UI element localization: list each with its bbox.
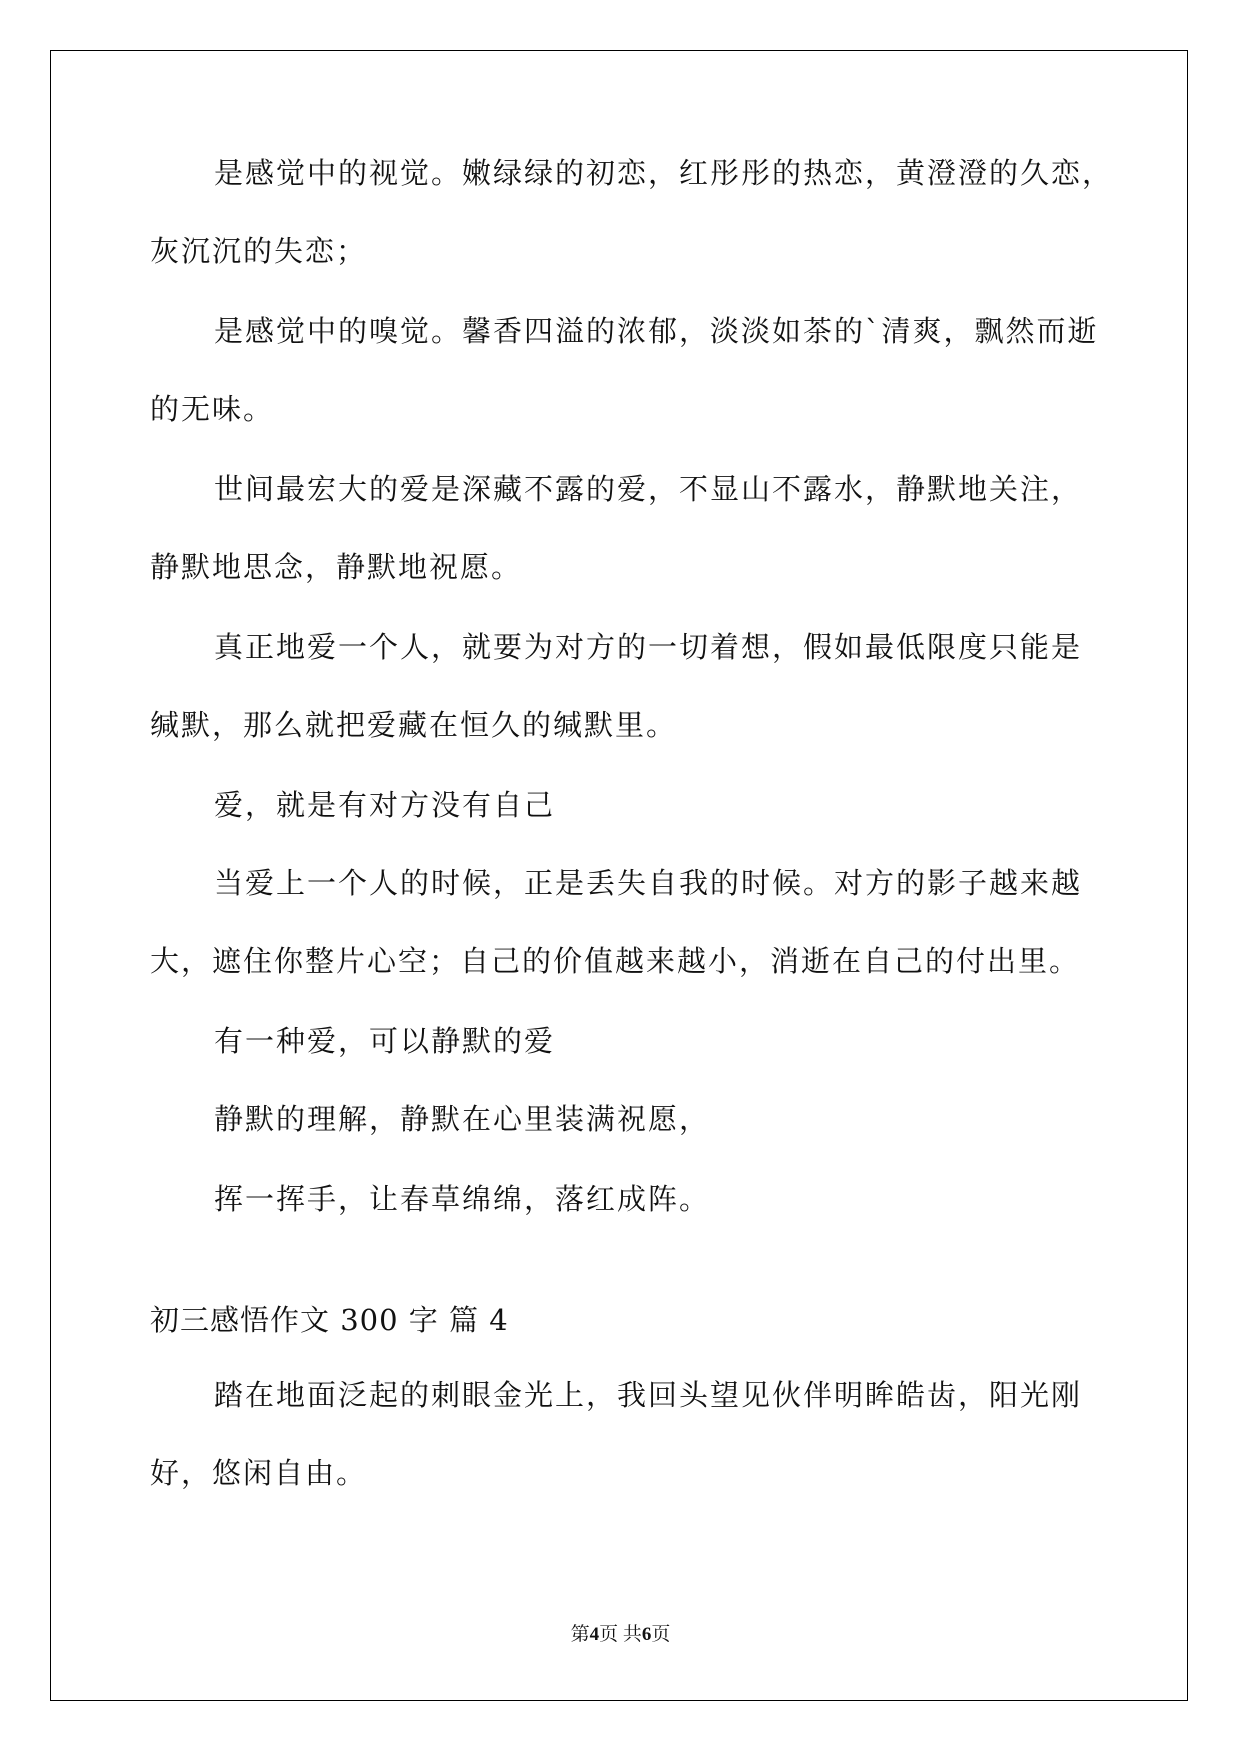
paragraph-line: 是感觉中的视觉。嫩绿绿的初恋，红彤彤的热恋，黄澄澄的久恋， xyxy=(214,156,1114,190)
paragraph-line: 静默地思念，静默地祝愿。 xyxy=(150,550,523,584)
footer-mid: 页 共 xyxy=(599,1624,642,1645)
footer-suffix: 页 xyxy=(651,1624,671,1645)
paragraph-line: 的无味。 xyxy=(150,392,275,426)
paragraph-line: 大，遮住你整片心空；自己的价值越来越小，消逝在自己的付出里。 xyxy=(150,944,1081,978)
page-footer xyxy=(0,1619,1241,1646)
paragraph-line: 踏在地面泛起的刺眼金光上，我回头望见伙伴明眸皓齿，阳光刚 xyxy=(214,1378,1083,1412)
paragraph-line: 爱，就是有对方没有自己 xyxy=(214,788,556,822)
paragraph-line: 灰沉沉的失恋； xyxy=(150,234,368,268)
current-page-number: 4 xyxy=(589,1624,600,1645)
paragraph-line: 静默的理解，静默在心里装满祝愿， xyxy=(214,1102,711,1136)
paragraph-line: 挥一挥手，让春草绵绵，落红成阵。 xyxy=(214,1182,711,1216)
paragraph-line: 缄默，那么就把爱藏在恒久的缄默里。 xyxy=(150,708,678,742)
total-pages-number: 6 xyxy=(641,1624,652,1645)
paragraph-line: 好，悠闲自由。 xyxy=(150,1456,368,1490)
footer-prefix: 第 xyxy=(570,1624,590,1645)
paragraph-line: 真正地爱一个人，就要为对方的一切着想，假如最低限度只能是 xyxy=(214,630,1083,664)
paragraph-line: 有一种爱，可以静默的爱 xyxy=(214,1024,556,1058)
section-heading: 初三感悟作文 300 字 篇 4 xyxy=(150,1303,509,1337)
paragraph-line: 当爱上一个人的时候，正是丢失自我的时候。对方的影子越来越 xyxy=(214,866,1083,900)
paragraph-line: 世间最宏大的爱是深藏不露的爱，不显山不露水，静默地关注， xyxy=(214,472,1083,506)
paragraph-line: 是感觉中的嗅觉。馨香四溢的浓郁，淡淡如茶的`清爽，飘然而逝 xyxy=(214,314,1099,348)
